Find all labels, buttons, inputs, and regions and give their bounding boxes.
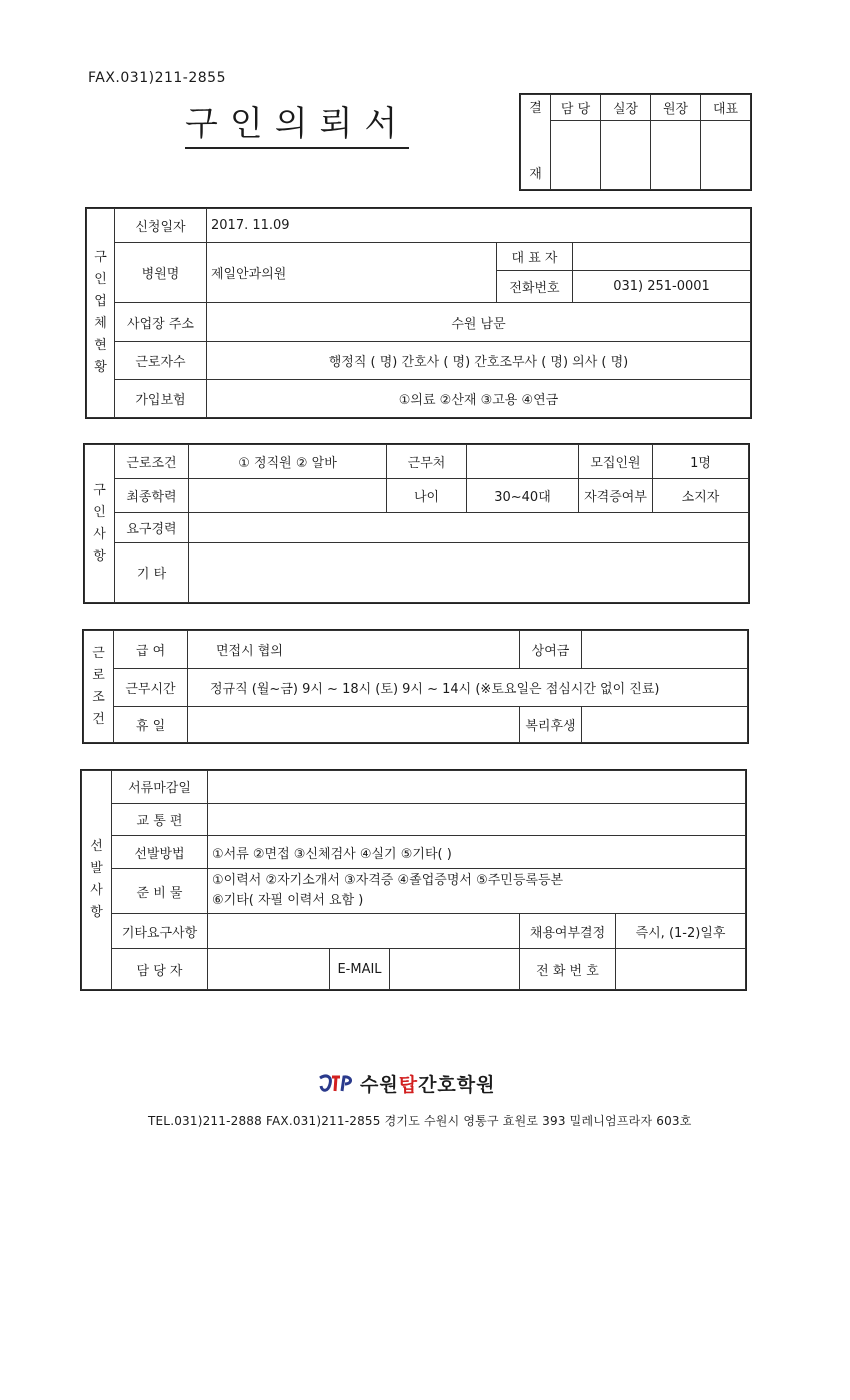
deadline-field[interactable] (208, 771, 746, 804)
experience-field[interactable] (189, 513, 749, 543)
insurance-field[interactable]: ①의료 ②산재 ③고용 ④연금 (207, 379, 751, 417)
salary-label: 급 여 (114, 631, 188, 669)
bonus-label: 상여금 (520, 631, 582, 669)
recruit-field[interactable]: 1명 (653, 445, 749, 479)
deadline-label: 서류마감일 (112, 771, 208, 804)
bonus-field[interactable] (582, 631, 748, 669)
other-requirements-field[interactable] (208, 914, 520, 949)
company-info-section (86, 208, 751, 418)
prep-line-2: ⑥기타( 자필 이력서 요함 ) (212, 893, 364, 909)
footer-contact-info: TEL.031)211-2888 FAX.031)211-2855 경기도 수원시 영통구 효원로 393 밀레니엄프라자 603호 (148, 1114, 692, 1128)
other-requirements-label: 기타요구사항 (112, 914, 208, 949)
education-field[interactable] (189, 479, 387, 513)
method-field[interactable]: ①서류 ②면접 ③신체검사 ④실기 ⑤기타( ) (208, 836, 746, 869)
hire-decision-field[interactable]: 즉시, (1-2)일후 (616, 914, 746, 949)
prep-field[interactable] (208, 869, 746, 914)
prep-label: 준 비 물 (112, 869, 208, 914)
contact-label: 전 화 번 호 (520, 949, 616, 990)
apply-date-field[interactable]: 2017. 11.09 (207, 209, 751, 243)
license-label: 자격증여부 (579, 479, 653, 513)
manager-label: 담 당 자 (112, 949, 208, 990)
approval-box (520, 94, 751, 190)
welfare-label: 복리후생 (520, 707, 582, 743)
education-label: 최종학력 (115, 479, 189, 513)
work-conditions-section (83, 630, 748, 743)
fax-number: FAX.031)211-2855 (88, 70, 226, 86)
salary-field[interactable]: 면접시 협의 (188, 631, 520, 669)
workplace-label: 근무처 (387, 445, 467, 479)
method-label: 선발방법 (112, 836, 208, 869)
age-label: 나이 (387, 479, 467, 513)
document-title: 구인의뢰서 (185, 96, 409, 149)
condition-label: 근로조건 (115, 445, 189, 479)
manager-field[interactable] (208, 949, 330, 990)
workers-field[interactable]: 행정직 ( 명) 간호사 ( 명) 간호조무사 ( 명) 의사 ( 명) (207, 341, 751, 379)
approval-sign-ceo[interactable] (701, 121, 751, 190)
approval-side-label: 결 재 (521, 95, 551, 190)
hospital-label: 병원명 (115, 243, 207, 303)
email-field[interactable] (390, 949, 520, 990)
approval-sign-manager[interactable] (601, 121, 651, 190)
transport-field[interactable] (208, 803, 746, 836)
work-conditions-side-label: 근 로 조 건 (84, 631, 114, 743)
prep-line-1: ①이력서 ②자기소개서 ③자격증 ④졸업증명서 ⑤주민등록등본 (212, 873, 564, 889)
selection-side-label: 선 발 사 항 (82, 771, 112, 990)
age-field[interactable]: 30~40대 (467, 479, 579, 513)
condition-field[interactable]: ① 정직원 ② 알바 (189, 445, 387, 479)
approval-col-ceo: 대표 (701, 95, 751, 121)
approval-sign-staff[interactable] (551, 121, 601, 190)
academy-name: 수원탑간호학원 (360, 1074, 496, 1096)
address-label: 사업장 주소 (115, 303, 207, 341)
job-requirements-side-label: 구 인 사 항 (85, 445, 115, 603)
approval-col-manager: 실장 (601, 95, 651, 121)
insurance-label: 가입보험 (115, 379, 207, 417)
academy-logo-icon (318, 1074, 354, 1094)
email-label: E-MAIL (330, 949, 390, 990)
recruit-label: 모집인원 (579, 445, 653, 479)
phone-field[interactable]: 031) 251-0001 (573, 271, 751, 303)
hours-field[interactable]: 정규직 (월~금) 9시 ~ 18시 (토) 9시 ~ 14시 (※토요일은 점심시간 없이 진료) (188, 669, 748, 707)
experience-label: 요구경력 (115, 513, 189, 543)
approval-col-staff: 담 당 (551, 95, 601, 121)
approval-col-director: 원장 (651, 95, 701, 121)
etc-field[interactable] (189, 543, 749, 603)
approval-sign-director[interactable] (651, 121, 701, 190)
hours-label: 근무시간 (114, 669, 188, 707)
transport-label: 교 통 편 (112, 803, 208, 836)
contact-field[interactable] (616, 949, 746, 990)
apply-date-label: 신청일자 (115, 209, 207, 243)
license-field[interactable]: 소지자 (653, 479, 749, 513)
workplace-field[interactable] (467, 445, 579, 479)
workers-label: 근로자수 (115, 341, 207, 379)
representative-field[interactable] (573, 243, 751, 271)
selection-section (81, 770, 746, 990)
hire-decision-label: 채용여부결정 (520, 914, 616, 949)
representative-label: 대 표 자 (497, 243, 573, 271)
address-field[interactable]: 수원 남문 (207, 303, 751, 341)
holiday-field[interactable] (188, 707, 520, 743)
etc-label: 기 타 (115, 543, 189, 603)
welfare-field[interactable] (582, 707, 748, 743)
phone-label: 전화번호 (497, 271, 573, 303)
company-info-side-label: 구 인 업 체 현 황 (87, 209, 115, 418)
holiday-label: 휴 일 (114, 707, 188, 743)
hospital-field[interactable]: 제일안과의원 (207, 243, 497, 303)
academy-logo (318, 1070, 496, 1097)
job-requirements-section (84, 444, 749, 603)
